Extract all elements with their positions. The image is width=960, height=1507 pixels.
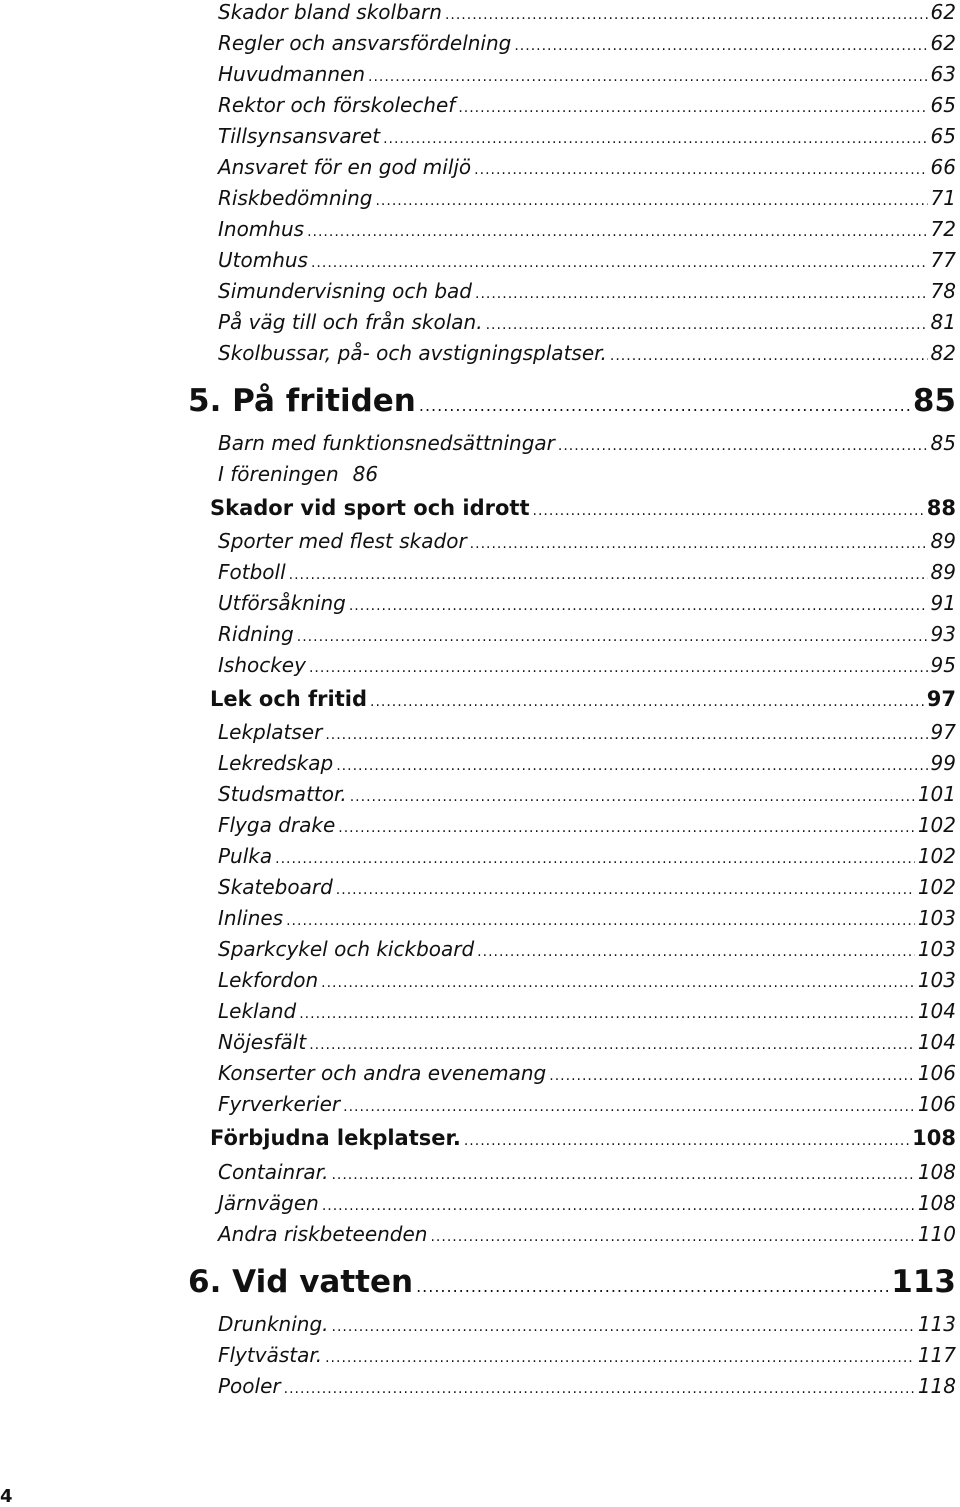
toc-entry <box>218 720 956 744</box>
toc-entry-label: Inlines <box>218 906 284 930</box>
toc-entry-page: 88 <box>926 496 956 520</box>
toc-leader-dots <box>297 629 928 645</box>
toc-entry-page: 104 <box>917 999 956 1023</box>
toc-leader-dots <box>375 193 927 209</box>
toc-entry-label: Konserter och andra evenemang <box>218 1061 547 1085</box>
toc-leader-dots <box>558 438 928 454</box>
toc-entry-label: Lekfordon <box>218 968 319 992</box>
toc-entry <box>218 124 956 148</box>
toc-leader-dots <box>321 975 915 991</box>
toc-leader-dots <box>475 286 928 302</box>
toc-entry <box>218 1343 956 1367</box>
toc-entry <box>218 529 956 553</box>
toc-leader-dots <box>514 38 927 54</box>
toc-entry-page: 91 <box>930 591 956 615</box>
toc-leader-dots <box>610 348 928 364</box>
toc-entry-page: 78 <box>930 279 956 303</box>
toc-entry <box>218 813 956 837</box>
toc-entry <box>218 431 956 455</box>
toc-entry <box>218 155 956 179</box>
toc-entry-label: Flytvästar. <box>218 1343 323 1367</box>
toc-entry-label: Ishockey <box>218 653 306 677</box>
toc-leader-dots <box>322 1198 915 1214</box>
toc-entry-label: Inomhus <box>218 217 305 241</box>
toc-entry-label: Containrar. <box>218 1160 329 1184</box>
toc-entry-label: 5. På fritiden <box>188 383 416 419</box>
toc-entry-label: Huvudmannen <box>218 62 365 86</box>
toc-entry-label: Barn med funktionsnedsättningar <box>218 431 555 455</box>
toc-entry-page: 102 <box>917 844 956 868</box>
toc-entry-page: 93 <box>930 622 956 646</box>
toc-entry-page: 95 <box>930 653 956 677</box>
toc-entry-page: 82 <box>930 341 956 365</box>
toc-entry-label: Flyga drake <box>218 813 336 837</box>
toc-leader-dots <box>458 100 927 116</box>
toc-entry-label: Utförsåkning <box>218 591 346 615</box>
toc-entry-page: 62 <box>930 31 956 55</box>
toc-entry <box>218 62 956 86</box>
toc-section <box>210 496 956 520</box>
toc-entry-page: 108 <box>912 1126 956 1150</box>
toc-entry-label: Fyrverkerier <box>218 1092 341 1116</box>
toc-leader-dots <box>309 660 928 676</box>
toc-entry-page: 63 <box>930 62 956 86</box>
toc-entry-page: 81 <box>930 310 956 334</box>
toc-entry-page: 86 <box>352 462 379 486</box>
toc-entry <box>218 906 956 930</box>
toc-entry-label: Skateboard <box>218 875 333 899</box>
toc-entry-label: Sporter med flest skador <box>218 529 467 553</box>
toc-entry-label: Lek och fritid <box>210 687 367 711</box>
toc-leader-dots <box>383 131 927 147</box>
toc-entry-label: Regler och ansvarsfördelning <box>218 31 512 55</box>
toc-entry-label: Tillsynsansvaret <box>218 124 381 148</box>
toc-leader-dots <box>350 789 915 805</box>
toc-entry-label: Lekredskap <box>218 751 334 775</box>
page-number: 4 <box>0 1486 13 1507</box>
toc-section <box>210 687 956 711</box>
toc-leader-dots <box>332 1319 915 1335</box>
toc-leader-dots <box>275 851 915 867</box>
toc-entry-page: 102 <box>917 875 956 899</box>
toc-entry <box>218 248 956 272</box>
toc-entry <box>218 968 956 992</box>
toc-leader-dots <box>477 944 915 960</box>
toc-entry <box>218 1061 956 1085</box>
toc-entry-page: 62 <box>930 0 956 24</box>
toc-entry-page: 85 <box>912 383 956 419</box>
toc-leader-dots <box>370 694 924 710</box>
toc-entry-label: Utomhus <box>218 248 308 272</box>
toc-entry <box>218 591 956 615</box>
toc-entry <box>218 751 956 775</box>
toc-section <box>210 1126 956 1150</box>
toc-entry-page: 77 <box>930 248 956 272</box>
toc-entry-label: Drunkning. <box>218 1312 329 1336</box>
toc-entry-label: Riskbedömning <box>218 186 373 210</box>
toc-chapter <box>188 383 956 419</box>
toc-entry-page: 103 <box>917 968 956 992</box>
toc-leader-dots <box>284 1381 915 1397</box>
toc-entry <box>218 462 956 486</box>
toc-entry <box>218 999 956 1023</box>
toc-entry-label: Skador vid sport och idrott <box>210 496 530 520</box>
toc-leader-dots <box>343 1099 915 1115</box>
toc-entry <box>218 279 956 303</box>
toc-entry-page: 65 <box>930 124 956 148</box>
toc-entry <box>218 560 956 584</box>
toc-entry <box>218 310 956 334</box>
toc-entry <box>218 1222 956 1246</box>
toc-entry-page: 89 <box>930 529 956 553</box>
toc-leader-dots <box>368 69 928 85</box>
toc-entry <box>218 937 956 961</box>
toc-entry <box>218 1374 956 1398</box>
toc-entry-page: 97 <box>926 687 956 711</box>
toc-entry-label: Nöjesfält <box>218 1030 307 1054</box>
toc-leader-dots <box>464 1133 909 1149</box>
toc-entry-label: Studsmattor. <box>218 782 347 806</box>
toc-entry-page: 118 <box>917 1374 956 1398</box>
toc-entry <box>218 653 956 677</box>
toc-leader-dots <box>336 882 915 898</box>
toc-entry <box>218 0 956 24</box>
toc-entry-page: 110 <box>917 1222 956 1246</box>
toc-entry-page: 103 <box>917 937 956 961</box>
toc-entry <box>218 782 956 806</box>
toc-entry-label: Rektor och förskolechef <box>218 93 456 117</box>
toc-leader-dots <box>349 598 928 614</box>
toc-entry-page: 71 <box>930 186 956 210</box>
toc-entry-page: 103 <box>917 906 956 930</box>
toc-chapter <box>188 1264 956 1300</box>
toc-entry-page: 85 <box>930 431 956 455</box>
toc-leader-dots <box>289 567 928 583</box>
toc-entry <box>218 31 956 55</box>
toc-entry-label: På väg till och från skolan. <box>218 310 483 334</box>
toc-leader-dots <box>299 1006 915 1022</box>
toc-entry <box>218 1191 956 1215</box>
toc-leader-dots <box>486 317 928 333</box>
toc-entry-label: Ridning <box>218 622 294 646</box>
toc-entry-label: Lekland <box>218 999 297 1023</box>
toc-entry-label: Simundervisning och bad <box>218 279 472 303</box>
toc-entry-label: Pooler <box>218 1374 281 1398</box>
toc-leader-dots <box>549 1068 915 1084</box>
toc-entry-page: 108 <box>917 1160 956 1184</box>
toc-leader-dots <box>470 536 928 552</box>
toc-leader-dots <box>338 820 915 836</box>
toc-entry-label: Lekplatser <box>218 720 323 744</box>
toc-leader-dots <box>307 224 927 240</box>
toc-entry <box>218 1030 956 1054</box>
toc-entry-label: Pulka <box>218 844 273 868</box>
toc-entry <box>218 622 956 646</box>
toc-leader-dots <box>416 1277 888 1296</box>
toc-leader-dots <box>325 727 927 743</box>
toc-leader-dots <box>286 913 915 929</box>
toc-leader-dots <box>430 1229 914 1245</box>
toc-leader-dots <box>474 162 927 178</box>
toc-entry <box>218 341 956 365</box>
toc-entry-page: 99 <box>930 751 956 775</box>
toc-leader-dots <box>419 396 910 415</box>
toc-entry-page: 102 <box>917 813 956 837</box>
toc-entry-label: Ansvaret för en god miljö <box>218 155 472 179</box>
toc-entry-page: 89 <box>930 560 956 584</box>
toc-entry <box>218 186 956 210</box>
toc-leader-dots <box>331 1167 914 1183</box>
toc-entry-label: Förbjudna lekplatser. <box>210 1126 461 1150</box>
toc-entry <box>218 93 956 117</box>
toc-entry <box>218 1312 956 1336</box>
toc-entry-page: 108 <box>917 1191 956 1215</box>
toc-entry-label: I föreningen <box>218 462 339 486</box>
toc-entry-page: 117 <box>917 1343 956 1367</box>
toc-entry-page: 104 <box>917 1030 956 1054</box>
toc-entry-label: Skador bland skolbarn <box>218 0 442 24</box>
toc-entry-page: 113 <box>891 1264 956 1300</box>
toc-entry-page: 106 <box>917 1061 956 1085</box>
toc-entry-label: Andra riskbeteenden <box>218 1222 428 1246</box>
toc-entry-label: Fotboll <box>218 560 286 584</box>
toc-entry-label: 6. Vid vatten <box>188 1264 414 1300</box>
toc-entry-page: 65 <box>930 93 956 117</box>
toc-entry-page: 101 <box>917 782 956 806</box>
toc-leader-dots <box>445 7 928 23</box>
toc-leader-dots <box>309 1037 915 1053</box>
toc-entry <box>218 217 956 241</box>
toc-leader-dots <box>325 1350 915 1366</box>
toc-leader-dots <box>533 503 924 519</box>
toc-entry <box>218 875 956 899</box>
toc-entry-label: Järnvägen <box>218 1191 319 1215</box>
toc-entry <box>218 1092 956 1116</box>
toc-entry-label: Skolbussar, på- och avstigningsplatser. <box>218 341 607 365</box>
toc-entry-label: Sparkcykel och kickboard <box>218 937 475 961</box>
toc-entry <box>218 1160 956 1184</box>
toc-entry-page: 97 <box>930 720 956 744</box>
toc-entry <box>218 844 956 868</box>
toc-leader-dots <box>336 758 927 774</box>
toc-entry-page: 113 <box>917 1312 956 1336</box>
toc-entry-page: 66 <box>930 155 956 179</box>
toc-entry-page: 106 <box>917 1092 956 1116</box>
toc-leader-dots <box>311 255 928 271</box>
toc-entry-page: 72 <box>930 217 956 241</box>
